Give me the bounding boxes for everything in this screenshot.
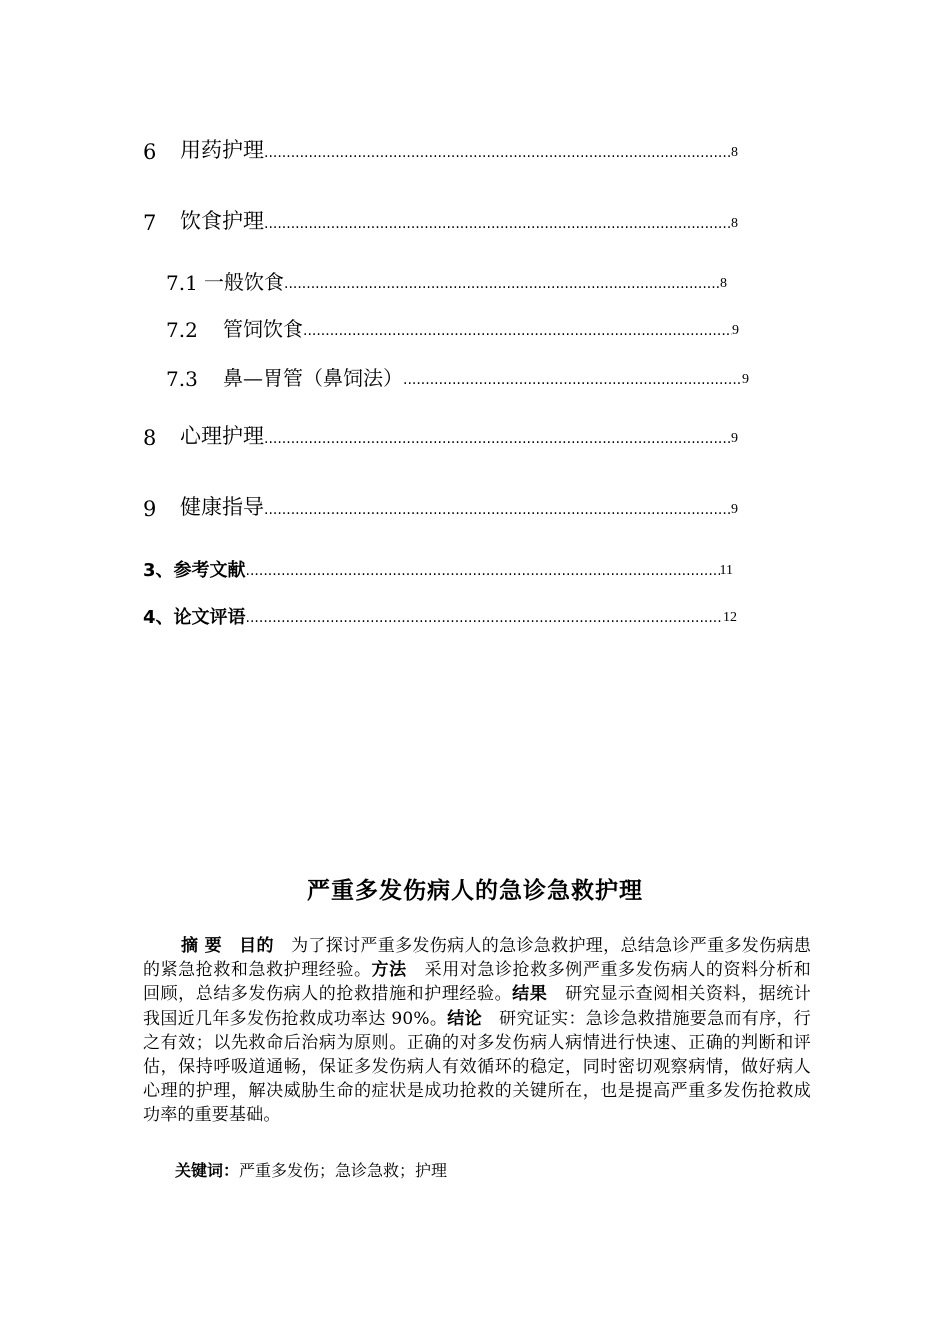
toc-entry-title: 饮食护理 — [180, 209, 264, 233]
toc-entry-number: 3、 — [143, 560, 174, 581]
method-label: 方法 — [371, 960, 407, 981]
toc-entry-title: 健康指导 — [180, 495, 264, 519]
toc-entry-title: 一般饮食 — [204, 270, 284, 294]
conclusion-label: 结论 — [447, 1008, 482, 1029]
toc-entry-number: 4、 — [143, 607, 174, 628]
toc-entry-number: 7.3 — [166, 367, 198, 391]
toc-entry-page: 8 — [731, 216, 738, 231]
toc-entry-number: 7.1 — [166, 271, 198, 295]
toc-entry-number: 7 — [143, 211, 157, 235]
toc-leader-dots — [264, 146, 731, 164]
toc-entry-page: 9 — [731, 431, 738, 446]
keywords-label: 关键词： — [175, 1161, 240, 1180]
toc-entry-references[interactable] — [143, 552, 733, 582]
toc-leader-dots — [403, 373, 742, 391]
toc-entry-comments[interactable] — [143, 599, 737, 629]
keywords-text: 严重多发伤；急诊急救；护理 — [239, 1161, 448, 1180]
toc-entry-page: 9 — [731, 502, 738, 517]
toc-entry-number: 8 — [143, 426, 157, 450]
toc-entry-7[interactable] — [143, 205, 738, 235]
toc-entry-page: 9 — [742, 372, 749, 387]
toc-entry-8[interactable] — [143, 420, 738, 450]
toc-entry-title: 心理护理 — [180, 424, 264, 448]
method-text: 采用对急诊抢救多例严重多发伤病人的资料分析和回顾，总结多发伤病人的抢救措施和护理经验。 — [143, 960, 812, 1005]
result-label: 结果 — [512, 984, 548, 1005]
toc-leader-dots — [264, 217, 731, 235]
purpose-text: 为了探讨严重多发伤病人的急诊急救护理，总结急诊严重多发伤病患的紧急抢救和急救护理经验。 — [143, 936, 812, 981]
abstract-label: 摘 要 — [181, 936, 222, 956]
paper-title: 严重多发伤病人的急诊急救护理 — [307, 878, 643, 904]
toc-leader-dots — [246, 564, 720, 582]
conclusion-text: 研究证实：急诊急救措施要急而有序，行之有效；以先救命后治病为原则。正确的对多发伤病人病情进行快速、正确的判断和评估，保持呼吸道通畅，保证多发伤病人有效循环的稳定，同时密切观察病情，做好病人心理的护理，解决威胁生命的症状是成功抢救的关键所在，也是提高严重多发伤抢救成功率的重要基础。 — [143, 1008, 811, 1126]
toc-entry-7-2[interactable] — [166, 312, 739, 342]
toc-entry-title: 鼻—胃管（鼻饲法） — [223, 366, 403, 390]
toc-leader-dots — [284, 277, 720, 295]
toc-entry-7-3[interactable] — [166, 361, 749, 391]
toc-entry-page: 12 — [723, 610, 737, 625]
toc-leader-dots — [303, 324, 732, 342]
toc-entry-title: 论文评语 — [173, 607, 246, 628]
toc-entry-7-1[interactable] — [166, 265, 727, 295]
keywords-line — [175, 1158, 447, 1181]
toc-entry-page: 8 — [720, 276, 727, 291]
result-text: 研究显示查阅相关资料，据统计我国近几年多发伤抢救成功率达 90%。 — [143, 984, 812, 1029]
toc-leader-dots — [246, 611, 723, 629]
toc-entry-page: 11 — [719, 563, 733, 578]
purpose-label: 目的 — [239, 936, 274, 956]
toc-entry-number: 7.2 — [166, 318, 198, 342]
toc-entry-6[interactable] — [143, 134, 738, 164]
toc-entry-page: 8 — [731, 145, 738, 160]
toc-leader-dots — [264, 432, 731, 450]
toc-entry-page: 9 — [732, 323, 739, 338]
toc-entry-title: 用药护理 — [180, 138, 264, 162]
abstract-paragraph — [143, 934, 811, 1128]
toc-entry-number: 6 — [143, 140, 157, 164]
toc-entry-title: 参考文献 — [173, 560, 246, 581]
toc-leader-dots — [264, 503, 731, 521]
toc-entry-number: 9 — [143, 497, 157, 521]
toc-entry-title: 管饲饮食 — [223, 317, 303, 341]
toc-entry-9[interactable] — [143, 491, 738, 521]
